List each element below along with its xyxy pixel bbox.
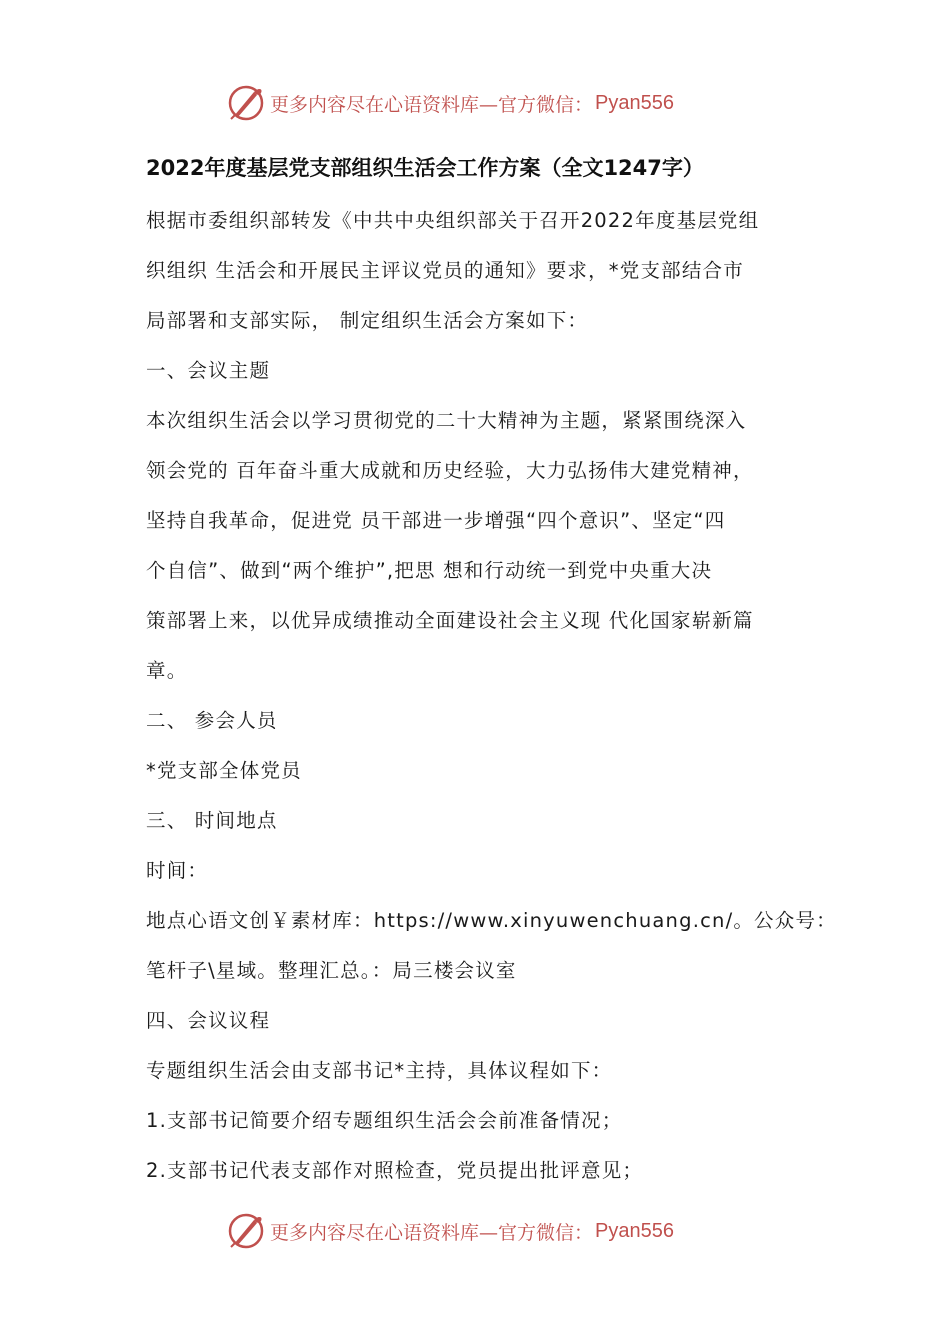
header-banner [226, 80, 674, 126]
body-line: 地点心语文创￥素材库：https://www.xinyuwenchuang.cn/。公众号： [146, 909, 837, 932]
body-line: 个自信”、做到“两个维护”,把思 想和行动统一到党中央重大决 [146, 559, 713, 582]
quill-logo-icon [226, 83, 266, 123]
quill-logo-icon [226, 1211, 266, 1251]
body-line: 时间： [146, 859, 209, 882]
body-line: 坚持自我革命，促进党 员干部进一步增强“四个意识”、坚定“四 [146, 509, 726, 532]
body-line: 章。 [146, 659, 188, 682]
body-line: 领会党的 百年奋斗重大成就和历史经验，大力弘扬伟大建党精神， [146, 459, 754, 482]
footer-banner [226, 1208, 674, 1254]
body-line: 根据市委组织部转发《中共中央组织部关于召开2022年度基层党组 [146, 209, 760, 232]
section-heading-attendees: 二、 参会人员 [146, 709, 278, 732]
body-line: 策部署上来，以优异成绩推动全面建设社会主义现 代化国家崭新篇 [146, 609, 754, 632]
banner-wechat-id: Pyan556 [595, 91, 674, 114]
document-body [146, 196, 836, 1196]
section-heading-topic: 一、会议主题 [146, 359, 271, 382]
section-heading-agenda: 四、会议议程 [146, 1009, 271, 1032]
banner-wechat-id: Pyan556 [595, 1219, 674, 1242]
section-heading-time-place: 三、 时间地点 [146, 809, 278, 832]
body-line: 笔杆子\星域。整理汇总。：局三楼会议室 [146, 959, 517, 982]
banner-slogan: 更多内容尽在心语资料库—官方微信： [270, 93, 594, 116]
body-line: 局部署和支部实际， 制定组织生活会方案如下： [146, 309, 589, 332]
body-line: 本次组织生活会以学习贯彻党的二十大精神为主题，紧紧围绕深入 [146, 409, 747, 432]
document-title: 2022年度基层党支部组织生活会工作方案（全文1247字） [146, 156, 704, 180]
banner-slogan: 更多内容尽在心语资料库—官方微信： [270, 1221, 594, 1244]
agenda-item: 2.支部书记代表支部作对照检查，党员提出批评意见； [146, 1159, 644, 1182]
body-line: 织组织 生活会和开展民主评议党员的通知》要求，*党支部结合市 [146, 259, 744, 282]
body-line: *党支部全体党员 [146, 759, 302, 782]
body-line: 专题组织生活会由支部书记*主持，具体议程如下： [146, 1059, 613, 1082]
agenda-item: 1.支部书记简要介绍专题组织生活会会前准备情况； [146, 1109, 623, 1132]
